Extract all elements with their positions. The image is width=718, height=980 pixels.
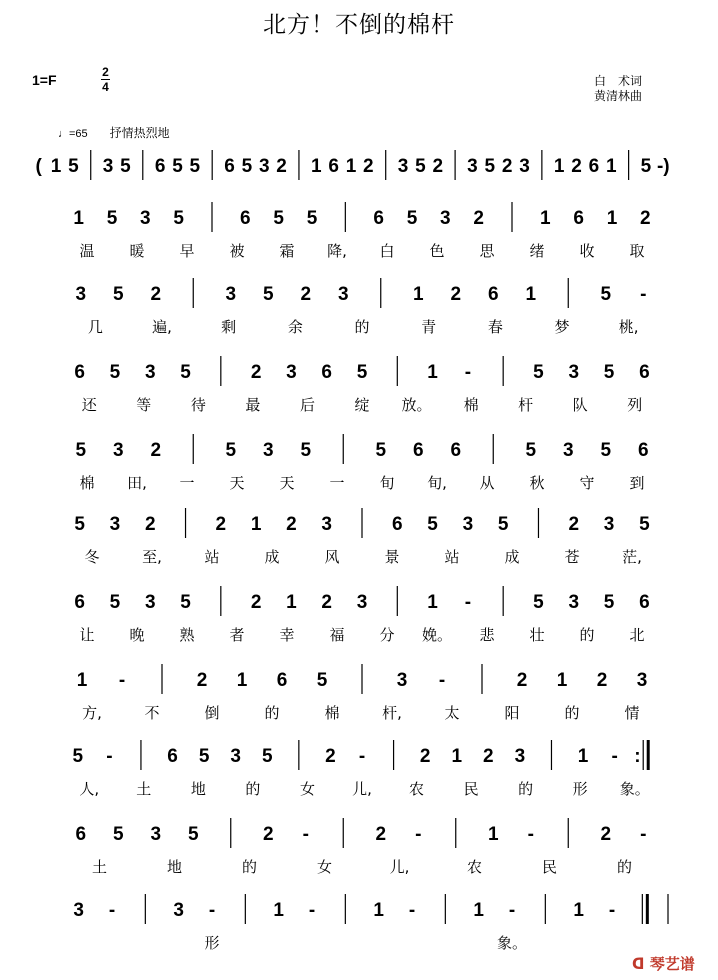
- lyric-syllable: 女: [299, 780, 315, 798]
- repeat-sign: :: [634, 746, 641, 767]
- lyric-syllable: 到: [629, 474, 645, 492]
- note: 5: [261, 746, 273, 767]
- lyric-syllable: 儿,: [352, 780, 372, 798]
- note: 1: [451, 746, 463, 767]
- lyric-syllable: 农: [466, 858, 483, 876]
- lyric-syllable: 方,: [82, 704, 102, 722]
- note: -: [358, 746, 366, 767]
- lyric-syllable: 的: [616, 858, 633, 876]
- note: 3: [462, 514, 474, 535]
- note: -: [106, 746, 113, 767]
- note: 6: [154, 156, 166, 177]
- lyric-syllable: 收: [579, 242, 595, 260]
- note: 1: [311, 156, 322, 177]
- note: 6: [588, 156, 600, 177]
- lyric-syllable: 成: [504, 548, 520, 566]
- note: -: [508, 900, 516, 921]
- note: 5: [533, 592, 544, 613]
- note: 5: [241, 156, 253, 177]
- note: 2: [276, 156, 287, 177]
- note: 6: [224, 156, 235, 177]
- lyric-syllable: 棉: [79, 474, 95, 492]
- note: 3: [337, 284, 349, 305]
- note: 2: [640, 208, 651, 229]
- note: 3: [262, 440, 274, 461]
- lyric-syllable: 一: [329, 474, 345, 492]
- note: -: [464, 362, 472, 383]
- note: 1: [250, 514, 262, 535]
- note: 3: [568, 362, 580, 383]
- expression-mark: 抒情热烈地: [109, 126, 170, 140]
- lyric-syllable: 棉: [324, 704, 340, 722]
- note: 3: [636, 670, 648, 691]
- note: 2: [286, 514, 297, 535]
- note: 3: [109, 514, 121, 535]
- lyric-syllable: 的: [518, 780, 534, 798]
- note: 2: [150, 440, 162, 461]
- note: 5: [639, 514, 650, 535]
- note: 2: [262, 824, 274, 845]
- lyric-syllable: 旬: [379, 474, 395, 492]
- lyric-syllable: 的: [245, 780, 261, 798]
- note: 3: [356, 592, 368, 613]
- note: 1: [577, 746, 589, 767]
- note: 6: [74, 592, 85, 613]
- lyric-syllable: 青: [421, 318, 437, 336]
- lyric-syllable: 成: [264, 548, 280, 566]
- note: 1: [525, 284, 537, 305]
- note: 6: [167, 746, 178, 767]
- note: 5: [112, 824, 124, 845]
- note: 1: [427, 362, 438, 383]
- note: 3: [568, 592, 580, 613]
- note: 5: [189, 156, 201, 177]
- note: 2: [432, 156, 444, 177]
- lyricist-credit: 白 术词: [594, 74, 643, 88]
- lyric-syllable: 从: [479, 474, 495, 492]
- note: 1: [286, 592, 297, 613]
- lyric-syllable: 队: [572, 396, 588, 414]
- lyric-syllable: 的: [579, 626, 595, 644]
- lyric-syllable: 旬,: [427, 474, 447, 492]
- lyric-syllable: 霜: [279, 242, 295, 260]
- note: 5: [68, 156, 79, 177]
- lyric-syllable: 思: [479, 242, 495, 260]
- lyric-syllable: 风: [324, 548, 340, 566]
- note: 5: [316, 670, 328, 691]
- note: 3: [102, 156, 114, 177]
- note: 3: [514, 746, 526, 767]
- note: 5: [120, 156, 131, 177]
- lyric-syllable: 形: [204, 934, 220, 952]
- note: 6: [392, 514, 403, 535]
- lyric-syllable: 最: [245, 396, 261, 414]
- lyric-syllable: 人,: [79, 780, 100, 798]
- note: 5: [603, 592, 615, 613]
- lyric-syllable: 至,: [142, 548, 162, 566]
- note: 2: [363, 156, 374, 177]
- note: 1: [236, 670, 248, 691]
- lyric-syllable: 梦: [554, 318, 570, 336]
- note: 1: [473, 900, 484, 921]
- note: 5: [375, 440, 387, 461]
- note: 6: [321, 362, 332, 383]
- lyric-syllable: 色: [429, 242, 445, 260]
- note: -: [527, 824, 534, 845]
- note: 6: [450, 440, 462, 461]
- note: 3: [73, 900, 84, 921]
- note: 3: [258, 156, 270, 177]
- note: 1: [573, 900, 584, 921]
- note: 5: [172, 156, 183, 177]
- note: 3: [440, 208, 451, 229]
- note: 6: [373, 208, 384, 229]
- note: 1: [606, 208, 618, 229]
- note: 6: [276, 670, 288, 691]
- note: 1: [553, 156, 565, 177]
- note: 3: [150, 824, 162, 845]
- note: 3: [397, 156, 409, 177]
- meter-bottom: 4: [102, 80, 109, 94]
- note: 2: [325, 746, 336, 767]
- note: 2: [419, 746, 431, 767]
- lyric-syllable: 几: [87, 318, 103, 336]
- note: 1: [73, 208, 84, 229]
- note: 2: [571, 156, 582, 177]
- note: 2: [450, 284, 462, 305]
- note: -: [608, 900, 616, 921]
- note: 5: [74, 514, 85, 535]
- lyric-syllable: 景: [384, 548, 400, 566]
- lyric-syllable: 待: [190, 396, 206, 414]
- lyric-syllable: 儿,: [389, 858, 410, 876]
- note: 6: [573, 208, 584, 229]
- lyric-syllable: 女: [316, 858, 333, 876]
- note: 6: [412, 440, 424, 461]
- note: 2: [215, 514, 227, 535]
- lyric-syllable: 温: [79, 242, 95, 260]
- lyric-syllable: 形: [572, 780, 588, 798]
- lyric-syllable: 后: [299, 396, 315, 414]
- note: 2: [516, 670, 528, 691]
- note: -): [656, 156, 670, 177]
- note: -: [408, 900, 416, 921]
- song-title: 北方！不倒的棉杆: [263, 12, 455, 38]
- note: 6: [74, 362, 85, 383]
- note: 5: [600, 284, 612, 305]
- lyric-syllable: 白: [379, 242, 395, 260]
- note: 3: [603, 514, 615, 535]
- composer-credit: 黄清林曲: [594, 89, 643, 103]
- note: 5: [106, 208, 118, 229]
- note: 6: [487, 284, 499, 305]
- note: -: [640, 284, 647, 305]
- lyric-syllable: 娩。: [421, 626, 453, 644]
- note: 1: [345, 156, 357, 177]
- lyric-syllable: 分: [379, 626, 395, 644]
- lyric-syllable: 情: [624, 704, 640, 722]
- lyric-syllable: 等: [136, 396, 152, 414]
- lyric-syllable: 秋: [529, 474, 545, 492]
- lyric-syllable: 杆,: [382, 704, 402, 722]
- lyric-syllable: 晚: [129, 626, 145, 644]
- note: 2: [250, 592, 262, 613]
- lyric-syllable: 杆: [518, 396, 534, 414]
- lyric-syllable: 一: [179, 474, 195, 492]
- lyric-syllable: 春: [487, 318, 503, 336]
- note: 3: [230, 746, 241, 767]
- lyric-syllable: 绽: [354, 396, 370, 414]
- note: 3: [140, 208, 151, 229]
- note: 2: [473, 208, 484, 229]
- note: 5: [112, 284, 124, 305]
- note: (: [35, 156, 42, 177]
- note: 5: [187, 824, 199, 845]
- lyric-syllable: 绪: [529, 242, 545, 260]
- lyric-syllable: 站: [204, 548, 220, 566]
- note: 5: [75, 440, 87, 461]
- lyric-syllable: 桃,: [618, 318, 639, 336]
- note: 5: [497, 514, 509, 535]
- note: -: [208, 900, 216, 921]
- tempo-mark: ♩=65: [58, 128, 88, 140]
- lyric-syllable: 悲: [479, 626, 495, 644]
- note: 1: [487, 824, 499, 845]
- note: -: [464, 592, 472, 613]
- note: 2: [321, 592, 332, 613]
- lyric-syllable: 壮: [529, 626, 545, 644]
- lyric-syllable: 阳: [504, 704, 520, 722]
- note: 6: [639, 362, 650, 383]
- note: 5: [72, 746, 84, 767]
- note: 3: [286, 362, 297, 383]
- watermark-logo: [632, 953, 695, 974]
- lyric-syllable: 棉: [463, 396, 479, 414]
- lyric-syllable: 地: [190, 780, 206, 798]
- note: 2: [144, 514, 156, 535]
- lyric-syllable: 天: [229, 474, 245, 492]
- lyric-syllable: 冬: [84, 548, 100, 566]
- note: 1: [50, 156, 62, 177]
- note: 6: [240, 208, 251, 229]
- note: 5: [225, 440, 237, 461]
- note: 5: [306, 208, 318, 229]
- lyric-syllable: 地: [166, 858, 183, 876]
- note: 5: [484, 156, 496, 177]
- note: 1: [76, 670, 88, 691]
- lyric-syllable: 倒: [204, 704, 220, 722]
- lyric-syllable: 守: [579, 474, 595, 492]
- note: -: [415, 824, 422, 845]
- note: -: [118, 670, 126, 691]
- note: 3: [144, 362, 156, 383]
- note: 5: [406, 208, 418, 229]
- lyric-syllable: 暖: [129, 242, 145, 260]
- note: 5: [640, 156, 652, 177]
- note: 1: [412, 284, 424, 305]
- note: 1: [273, 900, 284, 921]
- note: 2: [568, 514, 580, 535]
- lyric-syllable: 北: [629, 626, 645, 644]
- note: -: [108, 900, 116, 921]
- note: -: [308, 900, 316, 921]
- lyric-syllable: 民: [541, 858, 558, 876]
- lyric-syllable: 还: [81, 396, 97, 414]
- lyric-syllable: 农: [409, 780, 425, 798]
- lyric-syllable: 土: [136, 780, 152, 798]
- note: -: [640, 824, 647, 845]
- note: 5: [262, 284, 274, 305]
- lyric-syllable: 放。: [401, 396, 432, 414]
- note: 2: [596, 670, 608, 691]
- logo-icon: ᗡ: [632, 955, 645, 973]
- lyric-syllable: 的: [241, 858, 258, 876]
- lyric-syllable: 让: [79, 626, 95, 644]
- lyric-syllable: 的: [264, 704, 280, 722]
- note: 2: [375, 824, 387, 845]
- note: 5: [180, 592, 191, 613]
- note: 1: [427, 592, 438, 613]
- note: 5: [600, 440, 612, 461]
- lyric-syllable: 幸: [279, 626, 295, 644]
- lyric-syllable: 站: [444, 548, 460, 566]
- note: 5: [300, 440, 312, 461]
- note: 6: [328, 156, 339, 177]
- lyric-syllable: 的: [354, 318, 370, 336]
- note: 5: [533, 362, 544, 383]
- note: 5: [427, 514, 438, 535]
- note: -: [438, 670, 446, 691]
- note: 3: [562, 440, 574, 461]
- note: 2: [196, 670, 208, 691]
- meter-top: 2: [102, 65, 109, 79]
- lyric-syllable: 土: [91, 858, 108, 876]
- lyric-syllable: 取: [629, 242, 645, 260]
- note: 6: [75, 824, 87, 845]
- lyric-syllable: 剩: [221, 318, 237, 336]
- note: 3: [467, 156, 478, 177]
- lyric-syllable: 天: [279, 474, 295, 492]
- lyric-syllable: 象。: [619, 780, 650, 798]
- note: 5: [109, 362, 121, 383]
- lyric-syllable: 苍: [564, 548, 580, 566]
- lyric-syllable: 茫,: [622, 548, 642, 566]
- note: 2: [250, 362, 262, 383]
- lyric-syllable: 的: [564, 704, 580, 722]
- lyric-syllable: 象。: [496, 934, 528, 952]
- note: 5: [109, 592, 121, 613]
- lyric-syllable: 列: [627, 396, 643, 414]
- lyric-syllable: 太: [444, 704, 460, 722]
- note: 6: [637, 440, 649, 461]
- note: 3: [75, 284, 87, 305]
- lyric-syllable: 遍,: [152, 318, 172, 336]
- lyric-syllable: 余: [287, 318, 303, 336]
- note: 5: [180, 362, 191, 383]
- note: 5: [603, 362, 615, 383]
- lyric-syllable: 早: [179, 242, 195, 260]
- lyric-syllable: 民: [463, 780, 479, 798]
- lyric-syllable: 者: [229, 626, 245, 644]
- logo-text: 琴艺谱: [649, 955, 695, 973]
- note: 3: [519, 156, 530, 177]
- note: 5: [415, 156, 426, 177]
- lyric-syllable: 降,: [327, 242, 347, 260]
- note: 1: [373, 900, 384, 921]
- note: 3: [396, 670, 408, 691]
- note: -: [302, 824, 309, 845]
- key-signature: 1=F: [32, 72, 57, 88]
- note: 3: [112, 440, 124, 461]
- note: 3: [144, 592, 156, 613]
- note: 2: [300, 284, 312, 305]
- note: 5: [525, 440, 537, 461]
- note: 1: [540, 208, 551, 229]
- note: 2: [501, 156, 513, 177]
- note: 5: [273, 208, 284, 229]
- note: 5: [173, 208, 184, 229]
- note: 1: [605, 156, 617, 177]
- lyric-syllable: 被: [229, 242, 245, 260]
- lyric-syllable: 田,: [127, 474, 147, 492]
- note: 5: [198, 746, 210, 767]
- note: 3: [173, 900, 184, 921]
- lyric-syllable: 福: [329, 626, 345, 644]
- note: 2: [150, 284, 162, 305]
- lyric-syllable: 熟: [179, 626, 195, 644]
- note: 5: [356, 362, 368, 383]
- note: 2: [600, 824, 612, 845]
- note: 3: [225, 284, 237, 305]
- note: 2: [483, 746, 494, 767]
- note: 6: [639, 592, 650, 613]
- note: 3: [321, 514, 332, 535]
- note: 1: [556, 670, 568, 691]
- lyric-syllable: 不: [144, 704, 160, 722]
- note: -: [611, 746, 618, 767]
